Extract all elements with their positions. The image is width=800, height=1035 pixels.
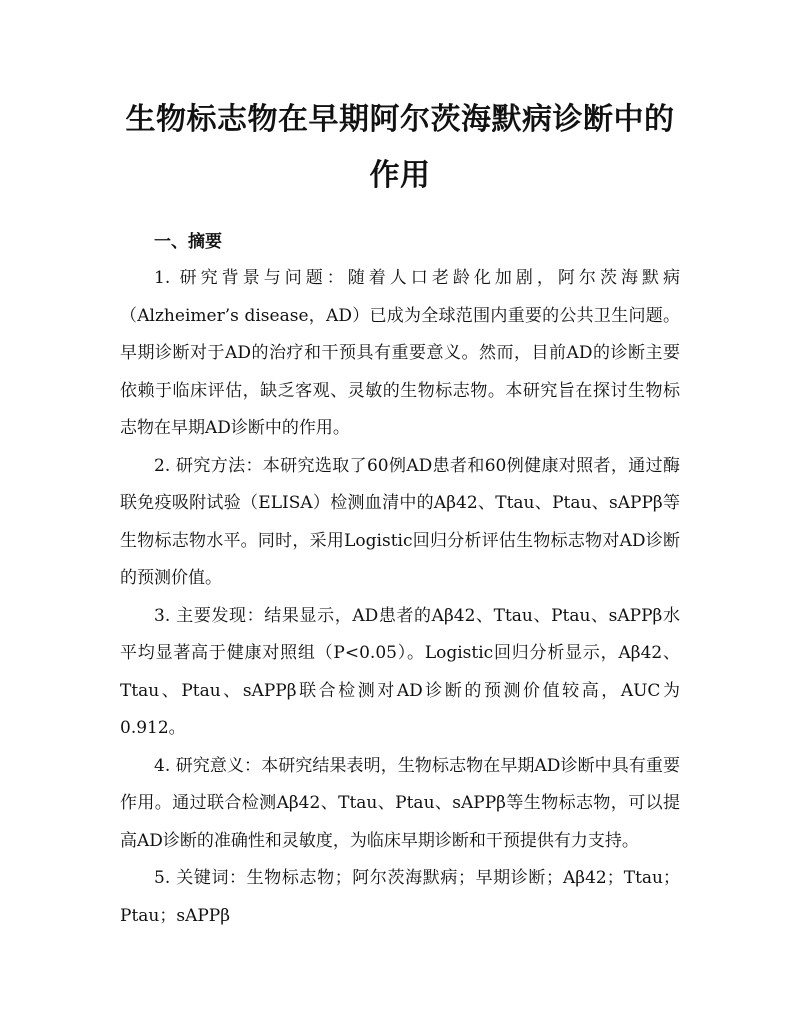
paragraph-findings: 3. 主要发现：结果显示，AD患者的Aβ42、Ttau、Ptau、sAPPβ水平均显著高于健康对照组（P<0.05）。Logistic回归分析显示，Aβ42、Ttau、Ptau、sAPPβ联合检测对AD诊断的预测价值较高，AUC为0.912。 [120, 605, 680, 738]
document-title: 生物标志物在早期阿尔茨海默病诊断中的作用 [125, 102, 675, 193]
paragraph-methods: 2. 研究方法：本研究选取了60例AD患者和60例健康对照者，通过酶联免疫吸附试验（ELISA）检测血清中的Aβ42、Ttau、Ptau、sAPPβ等生物标志物水平。同时，采用Logistic回归分析评估生物标志物对AD诊断的预测价值。 [120, 455, 680, 588]
paragraph-background: 1. 研究背景与问题：随着人口老龄化加剧，阿尔茨海默病（Alzheimer’s disease，AD）已成为全球范围内重要的公共卫生问题。早期诊断对于AD的治疗和干预具有重要意义。然而，目前AD的诊断主要依赖于临床评估，缺乏客观、灵敏的生物标志物。本研究旨在探讨生物标志物在早期AD诊断中的作用。 [120, 268, 680, 438]
paragraph-keywords: 5. 关键词：生物标志物；阿尔茨海默病；早期诊断；Aβ42；Ttau；Ptau；sAPPβ [120, 868, 680, 926]
paragraph-significance: 4. 研究意义：本研究结果表明，生物标志物在早期AD诊断中具有重要作用。通过联合检测Aβ42、Ttau、Ptau、sAPPβ等生物标志物，可以提高AD诊断的准确性和灵敏度，为临床早期诊断和干预提供有力支持。 [120, 755, 680, 851]
section-heading-abstract: 一、摘要 [154, 232, 222, 252]
